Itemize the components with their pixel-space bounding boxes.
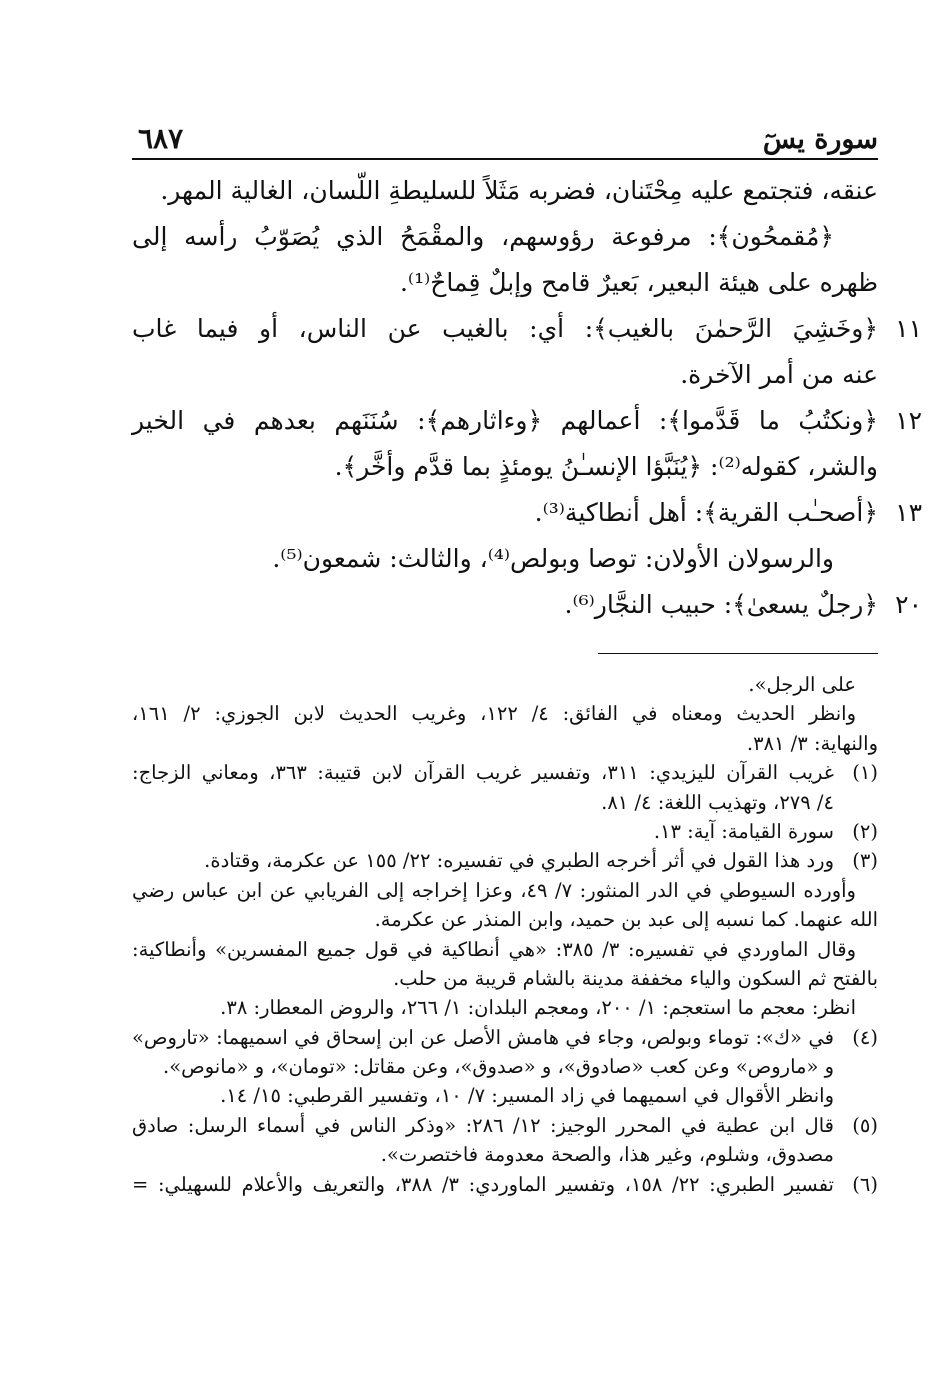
line-text: ﴿أصحـٰب القرية﴾: أهل أنطاكية⁽³⁾. [534, 498, 878, 527]
footnote-line [132, 699, 878, 728]
footnote-line [132, 876, 878, 905]
verse-number: ١٣ [895, 498, 922, 527]
footnote-text: الله عنهما. كما نسبه إلى عبد بن حميد، وابن المنذر عن عكرمة. [374, 908, 878, 932]
footnote-line [132, 1140, 878, 1169]
line-text: والشر، كقوله⁽²⁾: ﴿يُنَبَّؤا الإنسـٰنُ يومئذٍ بما قدَّم وأخَّر﴾. [334, 452, 878, 481]
text-line [132, 536, 878, 582]
footnote-text: تفسير الطبري: ٢٢/ ١٥٨، وتفسير الماوردي: ٣/ ٣٨٨، والتعريف والأعلام للسهيلي: = [132, 1172, 834, 1196]
line-text: ﴿رجلٌ يسعىٰ﴾: حبيب النجَّار⁽⁶⁾. [564, 590, 878, 619]
footnote-text: وانظر الأقوال في اسميهما في زاد المسير: ٧/ ١٠، وتفسير القرطبي: ١٥/ ١٤. [220, 1084, 834, 1108]
footnote-line [132, 788, 878, 817]
footnote-line [132, 729, 878, 758]
text-line [132, 582, 922, 628]
line-text: والرسولان الأولان: توصا وبولص⁽⁴⁾، والثالث: شمعون⁽⁵⁾. [272, 544, 834, 573]
footnote-text: وقال الماوردي في تفسيره: ٣/ ٣٨٥: «هي أنطاكية في قول جميع المفسرين» وأنطاكية: [132, 937, 856, 961]
footnote-line [132, 670, 878, 699]
footnote-text: على الرجل». [748, 673, 856, 696]
footnote-text: في «ك»: توماء وبولص، وجاء في هامش الأصل عن ابن إسحاق في اسميهما: «تاروص» [132, 1025, 834, 1049]
footnote-line [132, 1081, 878, 1110]
footnote-line [132, 964, 878, 993]
footnote-line [132, 993, 878, 1022]
text-line [132, 306, 922, 352]
footnote-number: (٣) [852, 849, 878, 873]
footnote-number: (٦) [852, 1172, 878, 1196]
footnote-text: غريب القرآن لليزيدي: ٣١١، وتفسير غريب القرآن لابن قتيبة: ٣٦٣، ومعاني الزجاج: [132, 761, 834, 785]
line-text: ﴿مُقمحُون﴾: مرفوعة رؤوسهم، والمقْمَحُ الذي يُصَوّبُ رأسه إلى [132, 222, 834, 251]
verse-number: ١٢ [895, 406, 922, 435]
footnote-text: سورة القيامة: آية: ١٣. [653, 819, 834, 843]
footnote-line [132, 905, 878, 934]
main-text [132, 168, 922, 628]
footnote-number: (٥) [852, 1113, 878, 1137]
footnote-separator [598, 653, 878, 654]
footnote-line [132, 758, 878, 787]
footnote-line [132, 846, 878, 875]
line-text: عنقه، فتجتمع عليه مِحْتَنان، فضربه مَثَلاً للسليطةِ اللّسان، الغالية المهر. [160, 176, 878, 205]
footnote-line [132, 1052, 878, 1081]
line-text: ﴿ونكتُبُ ما قَدَّموا﴾: أعمالهم ﴿وءاثارهم﴾: سُنَنَهم بعدهم في الخير [132, 406, 878, 435]
footnote-text: والنهاية: ٣/ ٣٨١. [746, 731, 878, 755]
verse-number: ٢٠ [895, 590, 922, 619]
surah-title: سورة يسٓ [762, 124, 878, 155]
text-line [132, 398, 922, 444]
page-number: ٦٨٧ [138, 122, 184, 155]
footnotes [132, 670, 878, 1199]
footnote-text: و «ماروص» وعن كعب «صادوق»، و «صدوق»، وعن مقاتل: «تومان»، و «مانوص». [163, 1055, 834, 1079]
footnote-line [132, 1170, 878, 1199]
footnote-number: (٤) [852, 1025, 878, 1049]
verse-number: ١١ [895, 314, 922, 343]
text-line [132, 444, 878, 490]
footnote-text: ٤/ ٢٧٩، وتهذيب اللغة: ٤/ ٨١. [601, 790, 834, 814]
page-header [132, 118, 878, 160]
footnote-line [132, 1111, 878, 1140]
footnote-text: وأورده السيوطي في الدر المنثور: ٧/ ٤٩، وعزا إخراجه إلى الفريابي عن ابن عباس رضي [132, 878, 856, 902]
footnote-text: قال ابن عطية في المحرر الوجيز: ١٢/ ٢٨٦: «وذكر الناس في أسماء الرسل: صادق [132, 1113, 834, 1137]
footnote-text: انظر: معجم ما استعجم: ١/ ٢٠٠، ومعجم البلدان: ١/ ٢٦٦، والروض المعطار: ٣٨. [220, 996, 856, 1020]
footnote-line [132, 935, 878, 964]
line-text: ﴿وخَشِيَ الرَّحمٰنَ بالغيب﴾: أي: بالغيب عن الناس، أو فيما غاب [132, 314, 878, 343]
text-line [132, 168, 878, 214]
text-line [132, 490, 922, 536]
footnote-number: (١) [852, 761, 878, 785]
text-line [132, 352, 878, 398]
line-text: ظهره على هيئة البعير، بَعيرٌ قامح وإبلٌ قِماحٌ⁽¹⁾. [399, 268, 878, 297]
footnote-line [132, 1023, 878, 1052]
text-line [132, 260, 878, 306]
footnote-text: بالفتح ثم السكون والياء مخففة مدينة بالشام قريبة من حلب. [393, 966, 878, 990]
line-text: عنه من أمر الآخرة. [680, 360, 878, 389]
footnote-text: مصدوق، وشلوم، وغير هذا، والصحة معدومة فاختصرت». [380, 1143, 834, 1167]
footnote-line [132, 817, 878, 846]
footnote-number: (٢) [852, 819, 878, 843]
footnote-text: ورد هذا القول في أثر أخرجه الطبري في تفسيره: ٢٢/ ١٥٥ عن عكرمة، وقتادة. [204, 849, 834, 873]
footnote-text: وانظر الحديث ومعناه في الفائق: ٤/ ١٢٢، وغريب الحديث لابن الجوزي: ٢/ ١٦١، [132, 702, 856, 726]
text-line [132, 214, 878, 260]
